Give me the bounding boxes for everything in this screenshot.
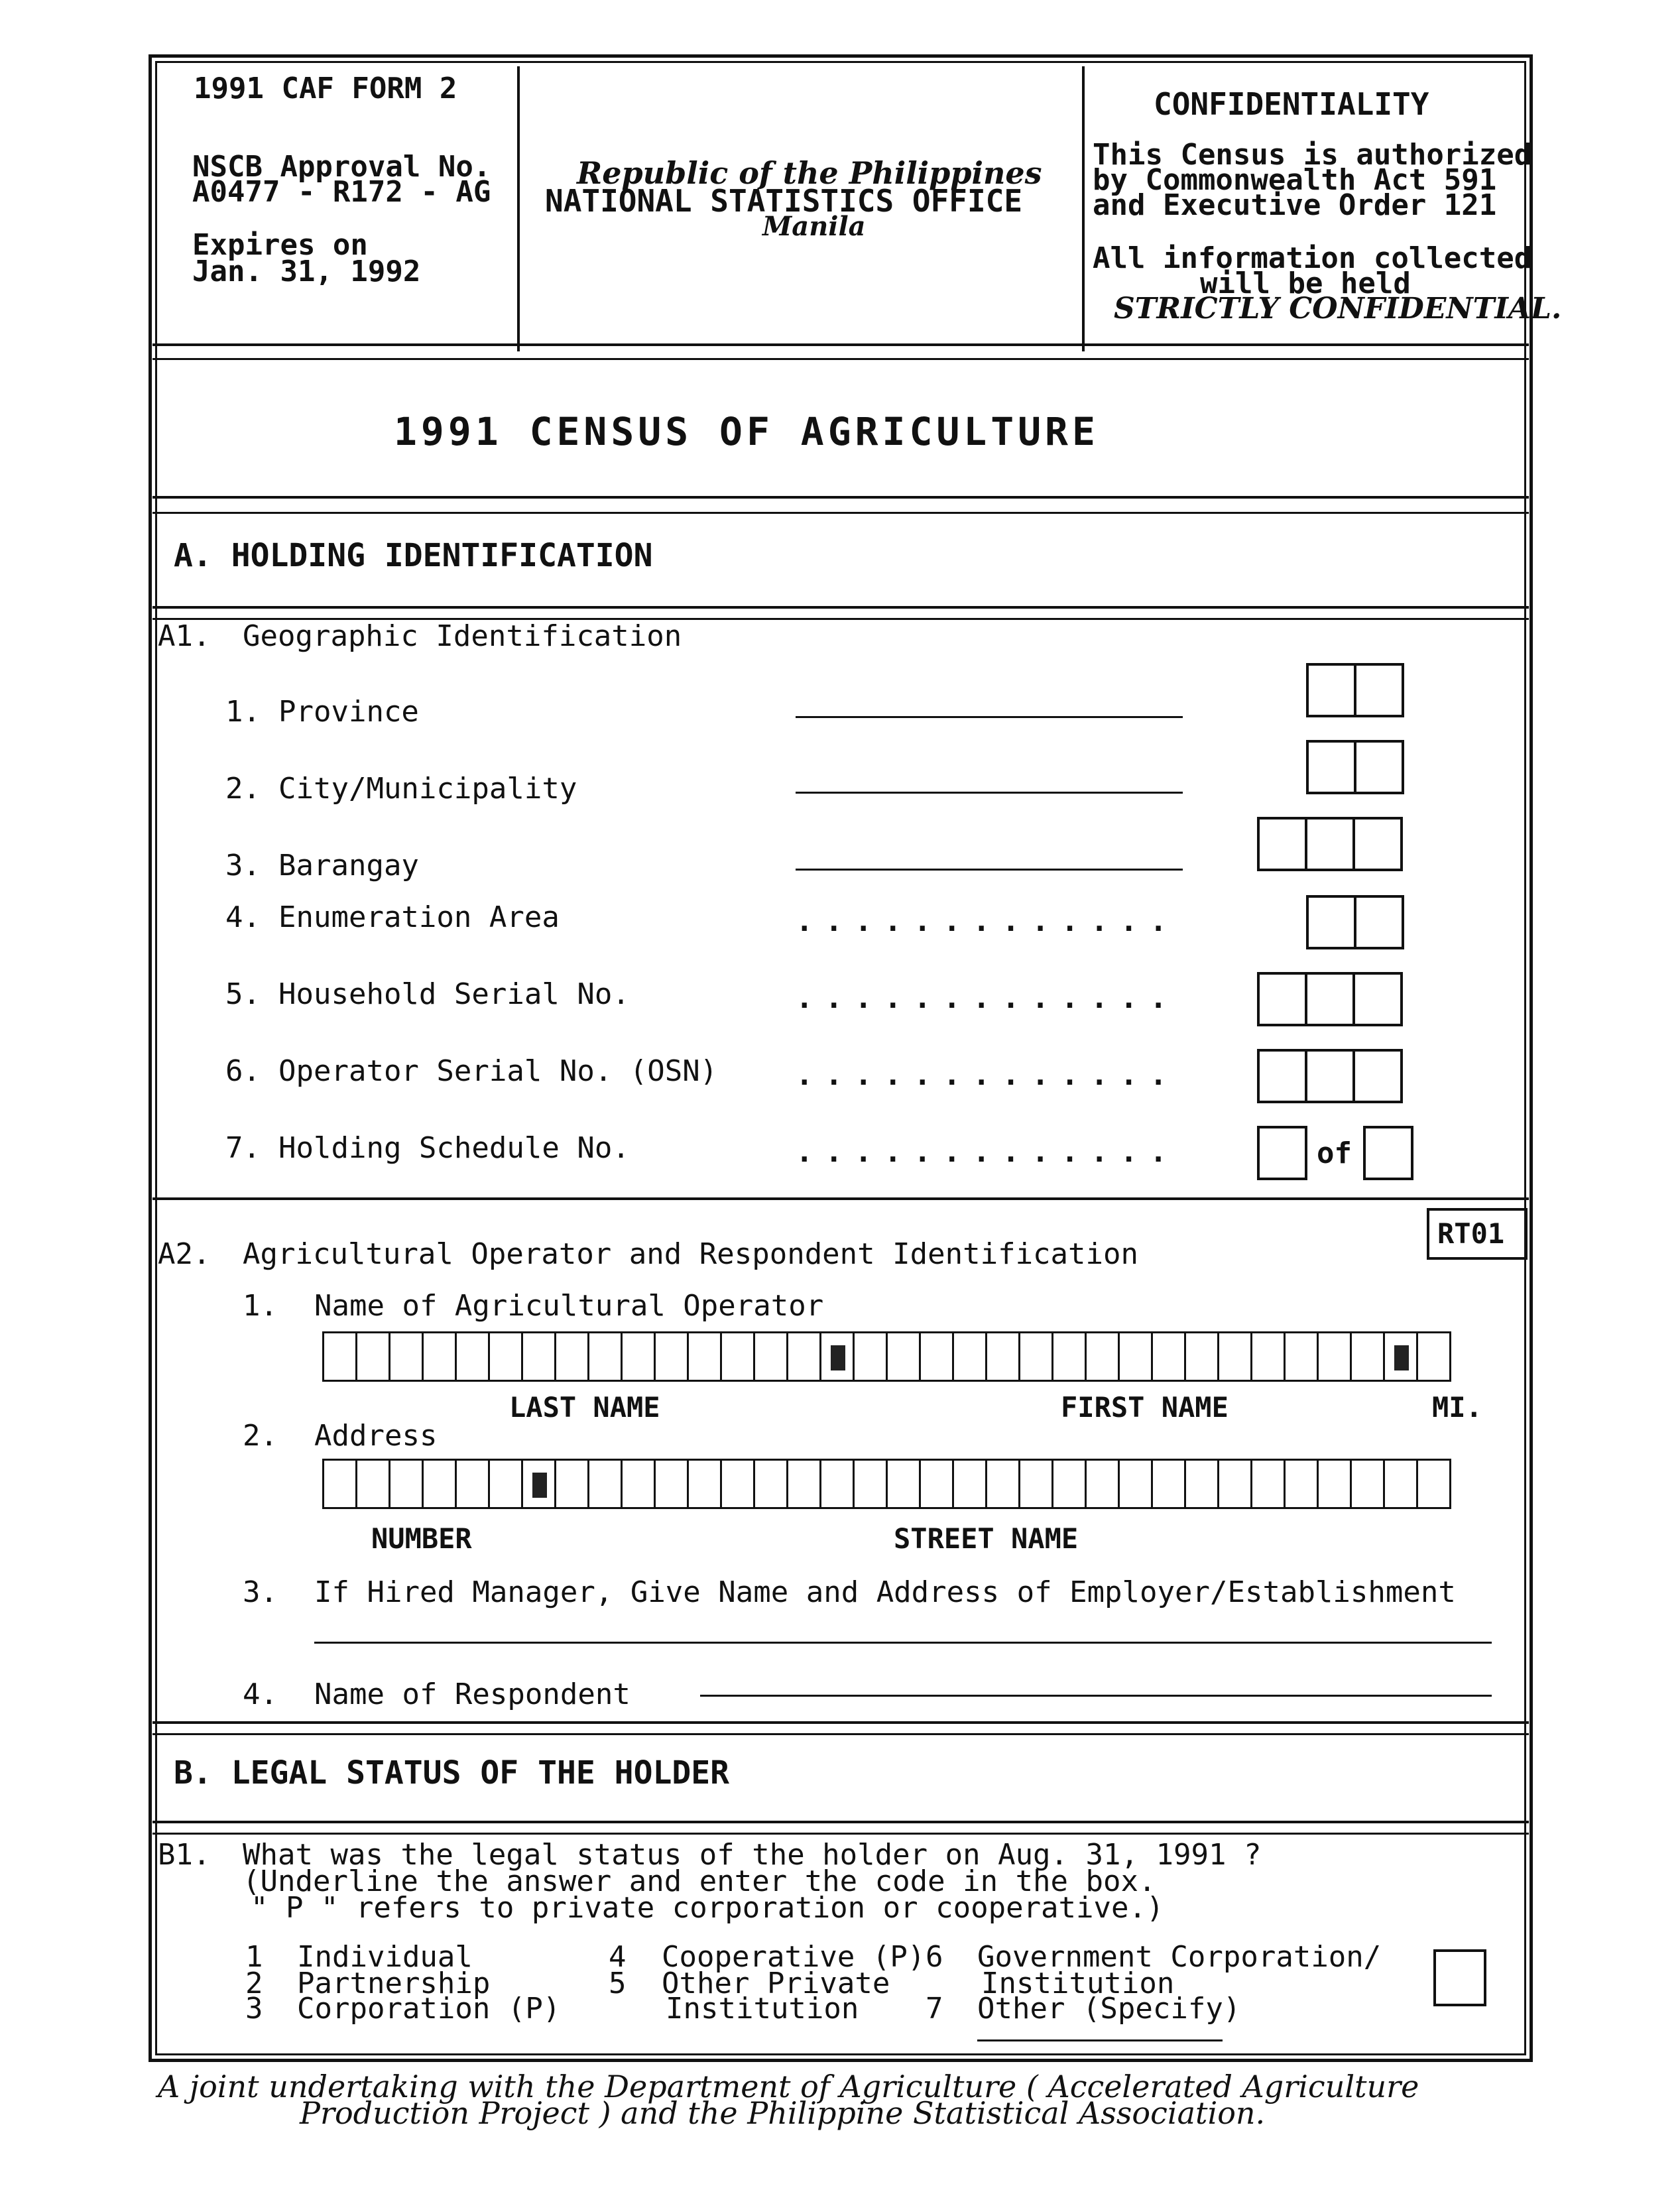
number-label: NUMBER bbox=[371, 1522, 472, 1555]
item-5-label: Household Serial No. bbox=[278, 977, 630, 1011]
q4-text: Name of Respondent bbox=[314, 1677, 630, 1711]
a1-label: A1. bbox=[158, 619, 211, 653]
header-divider-left bbox=[517, 66, 520, 351]
barangay-code-boxes[interactable] bbox=[1257, 817, 1403, 871]
item-3-label: Barangay bbox=[278, 849, 419, 882]
q4-num: 4. bbox=[243, 1677, 278, 1711]
header-bottom-rule bbox=[152, 343, 1529, 346]
mi-label: MI. bbox=[1432, 1391, 1482, 1424]
operator-name-boxes[interactable] bbox=[322, 1331, 1451, 1382]
item-6-label: Operator Serial No. (OSN) bbox=[278, 1054, 718, 1088]
option-3-label[interactable]: Corporation (P) bbox=[297, 1992, 561, 2026]
item-7-leader-dots: ............. bbox=[796, 1135, 1179, 1169]
item-7-num: 7. bbox=[225, 1131, 261, 1165]
title-bottom-rule bbox=[152, 496, 1529, 499]
province-line[interactable] bbox=[796, 716, 1183, 718]
conf-line-3: and Executive Order 121 bbox=[1093, 188, 1497, 222]
b1-question-line-1: What was the legal status of the holder on Aug. 31, 1991 ? bbox=[243, 1838, 1262, 1872]
option-3-code: 3 bbox=[245, 1992, 263, 2026]
item-4-leader-dots: ............. bbox=[796, 904, 1179, 938]
option-6-label[interactable]: Government Corporation/ bbox=[977, 1940, 1382, 1974]
q3-text: If Hired Manager, Give Name and Address of Employer/Establishment bbox=[314, 1575, 1456, 1609]
item-1-label: Province bbox=[278, 695, 419, 729]
option-4-label[interactable]: Cooperative (P) bbox=[662, 1940, 926, 1974]
city-code-boxes[interactable] bbox=[1306, 740, 1404, 794]
last-name-label: LAST NAME bbox=[509, 1391, 660, 1424]
q2-text: Address bbox=[314, 1419, 438, 1453]
province-code-boxes[interactable] bbox=[1306, 663, 1404, 717]
office-city: Manila bbox=[762, 211, 866, 242]
conf-line-2: by Commonwealth Act 591 bbox=[1093, 163, 1497, 197]
first-name-label: FIRST NAME bbox=[1061, 1391, 1229, 1424]
conf-line-5: will be held bbox=[1200, 267, 1411, 300]
q3-num: 3. bbox=[243, 1575, 278, 1609]
of-text: of bbox=[1317, 1136, 1352, 1170]
barangay-line[interactable] bbox=[796, 869, 1183, 871]
option-7-code: 7 bbox=[926, 1992, 943, 2026]
item-7-label: Holding Schedule No. bbox=[278, 1131, 630, 1165]
enumeration-area-boxes[interactable] bbox=[1306, 895, 1404, 949]
option-2-label[interactable]: Partnership bbox=[297, 1967, 491, 2000]
b1-question-line-3: " P " refers to private corporation or cooperative.) bbox=[251, 1891, 1164, 1925]
option-1-code: 1 bbox=[245, 1940, 263, 1974]
option-2-code: 2 bbox=[245, 1967, 263, 2000]
section-b-rule bbox=[152, 1821, 1529, 1823]
address-boxes[interactable] bbox=[322, 1459, 1451, 1509]
republic-text: Republic of the Philippines bbox=[577, 155, 1042, 191]
item-6-leader-dots: ............. bbox=[796, 1058, 1179, 1092]
section-b-rule-2 bbox=[152, 1833, 1529, 1835]
option-4-code: 4 bbox=[609, 1940, 627, 1974]
q1-num: 1. bbox=[243, 1289, 278, 1323]
a2-title: Agricultural Operator and Respondent Identification bbox=[243, 1237, 1139, 1271]
item-4-label: Enumeration Area bbox=[278, 900, 560, 934]
confidentiality-title: CONFIDENTIALITY bbox=[1154, 86, 1429, 122]
conf-line-4: All information collected bbox=[1093, 241, 1532, 275]
footer-line-2: Production Project ) and the Philippine Statistical Association. bbox=[300, 2095, 1266, 2131]
a2-label: A2. bbox=[158, 1237, 211, 1271]
a2-rule bbox=[152, 1197, 1529, 1200]
header-divider-right bbox=[1082, 66, 1085, 351]
section-b-top-rule bbox=[152, 1721, 1529, 1724]
specify-line[interactable] bbox=[977, 2039, 1223, 2041]
item-3-num: 3. bbox=[225, 849, 261, 882]
page-title: 1991 CENSUS OF AGRICULTURE bbox=[394, 409, 1099, 454]
legal-status-code-box[interactable] bbox=[1433, 1949, 1486, 2006]
option-5-label-cont: Institution bbox=[666, 1992, 859, 2026]
office-name: NATIONAL STATISTICS OFFICE bbox=[545, 183, 1023, 219]
holding-schedule-total-box[interactable] bbox=[1363, 1126, 1413, 1180]
header-bottom-rule-2 bbox=[152, 358, 1529, 360]
option-5-code: 5 bbox=[609, 1967, 627, 2000]
street-name-label: STREET NAME bbox=[894, 1522, 1079, 1555]
option-6-label-cont: Institution bbox=[981, 1967, 1175, 2000]
operator-serial-boxes[interactable] bbox=[1257, 1049, 1403, 1103]
b1-question-line-2: (Underline the answer and enter the code in the box. bbox=[243, 1864, 1156, 1898]
section-a-heading: A. HOLDING IDENTIFICATION bbox=[174, 537, 653, 574]
approval-line-1: NSCB Approval No. bbox=[192, 150, 491, 184]
item-5-leader-dots: ............. bbox=[796, 981, 1179, 1015]
item-6-num: 6. bbox=[225, 1054, 261, 1088]
section-b-heading: B. LEGAL STATUS OF THE HOLDER bbox=[174, 1754, 730, 1792]
household-serial-boxes[interactable] bbox=[1257, 972, 1403, 1026]
holding-schedule-no-box[interactable] bbox=[1257, 1126, 1307, 1180]
b1-label: B1. bbox=[158, 1838, 211, 1872]
a1-title: Geographic Identification bbox=[243, 619, 682, 653]
expires-line-1: Expires on bbox=[192, 228, 368, 262]
option-6-code: 6 bbox=[926, 1940, 943, 1974]
q1-text: Name of Agricultural Operator bbox=[314, 1289, 824, 1323]
title-bottom-rule-2 bbox=[152, 512, 1529, 514]
form-id: 1991 CAF FORM 2 bbox=[194, 72, 457, 105]
expires-line-2: Jan. 31, 1992 bbox=[192, 255, 421, 288]
item-2-label: City/Municipality bbox=[278, 772, 577, 806]
section-a-rule bbox=[152, 606, 1529, 609]
respondent-line[interactable] bbox=[700, 1695, 1492, 1697]
item-1-num: 1. bbox=[225, 695, 261, 729]
employer-line[interactable] bbox=[314, 1642, 1492, 1644]
option-1-label[interactable]: Individual bbox=[297, 1940, 473, 1974]
q2-num: 2. bbox=[243, 1419, 278, 1453]
conf-line-6: STRICTLY CONFIDENTIAL. bbox=[1114, 292, 1562, 326]
rt-code: RT01 bbox=[1437, 1217, 1505, 1250]
conf-line-1: This Census is authorized bbox=[1093, 138, 1532, 172]
item-4-num: 4. bbox=[225, 900, 261, 934]
city-line[interactable] bbox=[796, 792, 1183, 794]
option-5-label[interactable]: Other Private bbox=[662, 1967, 890, 2000]
approval-line-2: A0477 - R172 - AG bbox=[192, 175, 491, 209]
section-b-top-rule-2 bbox=[152, 1733, 1529, 1735]
footer-line-1: A joint undertaking with the Department of Agriculture ( Accelerated Agriculture bbox=[158, 2069, 1419, 2104]
item-2-num: 2. bbox=[225, 772, 261, 806]
option-7-label[interactable]: Other (Specify) bbox=[977, 1992, 1241, 2026]
item-5-num: 5. bbox=[225, 977, 261, 1011]
